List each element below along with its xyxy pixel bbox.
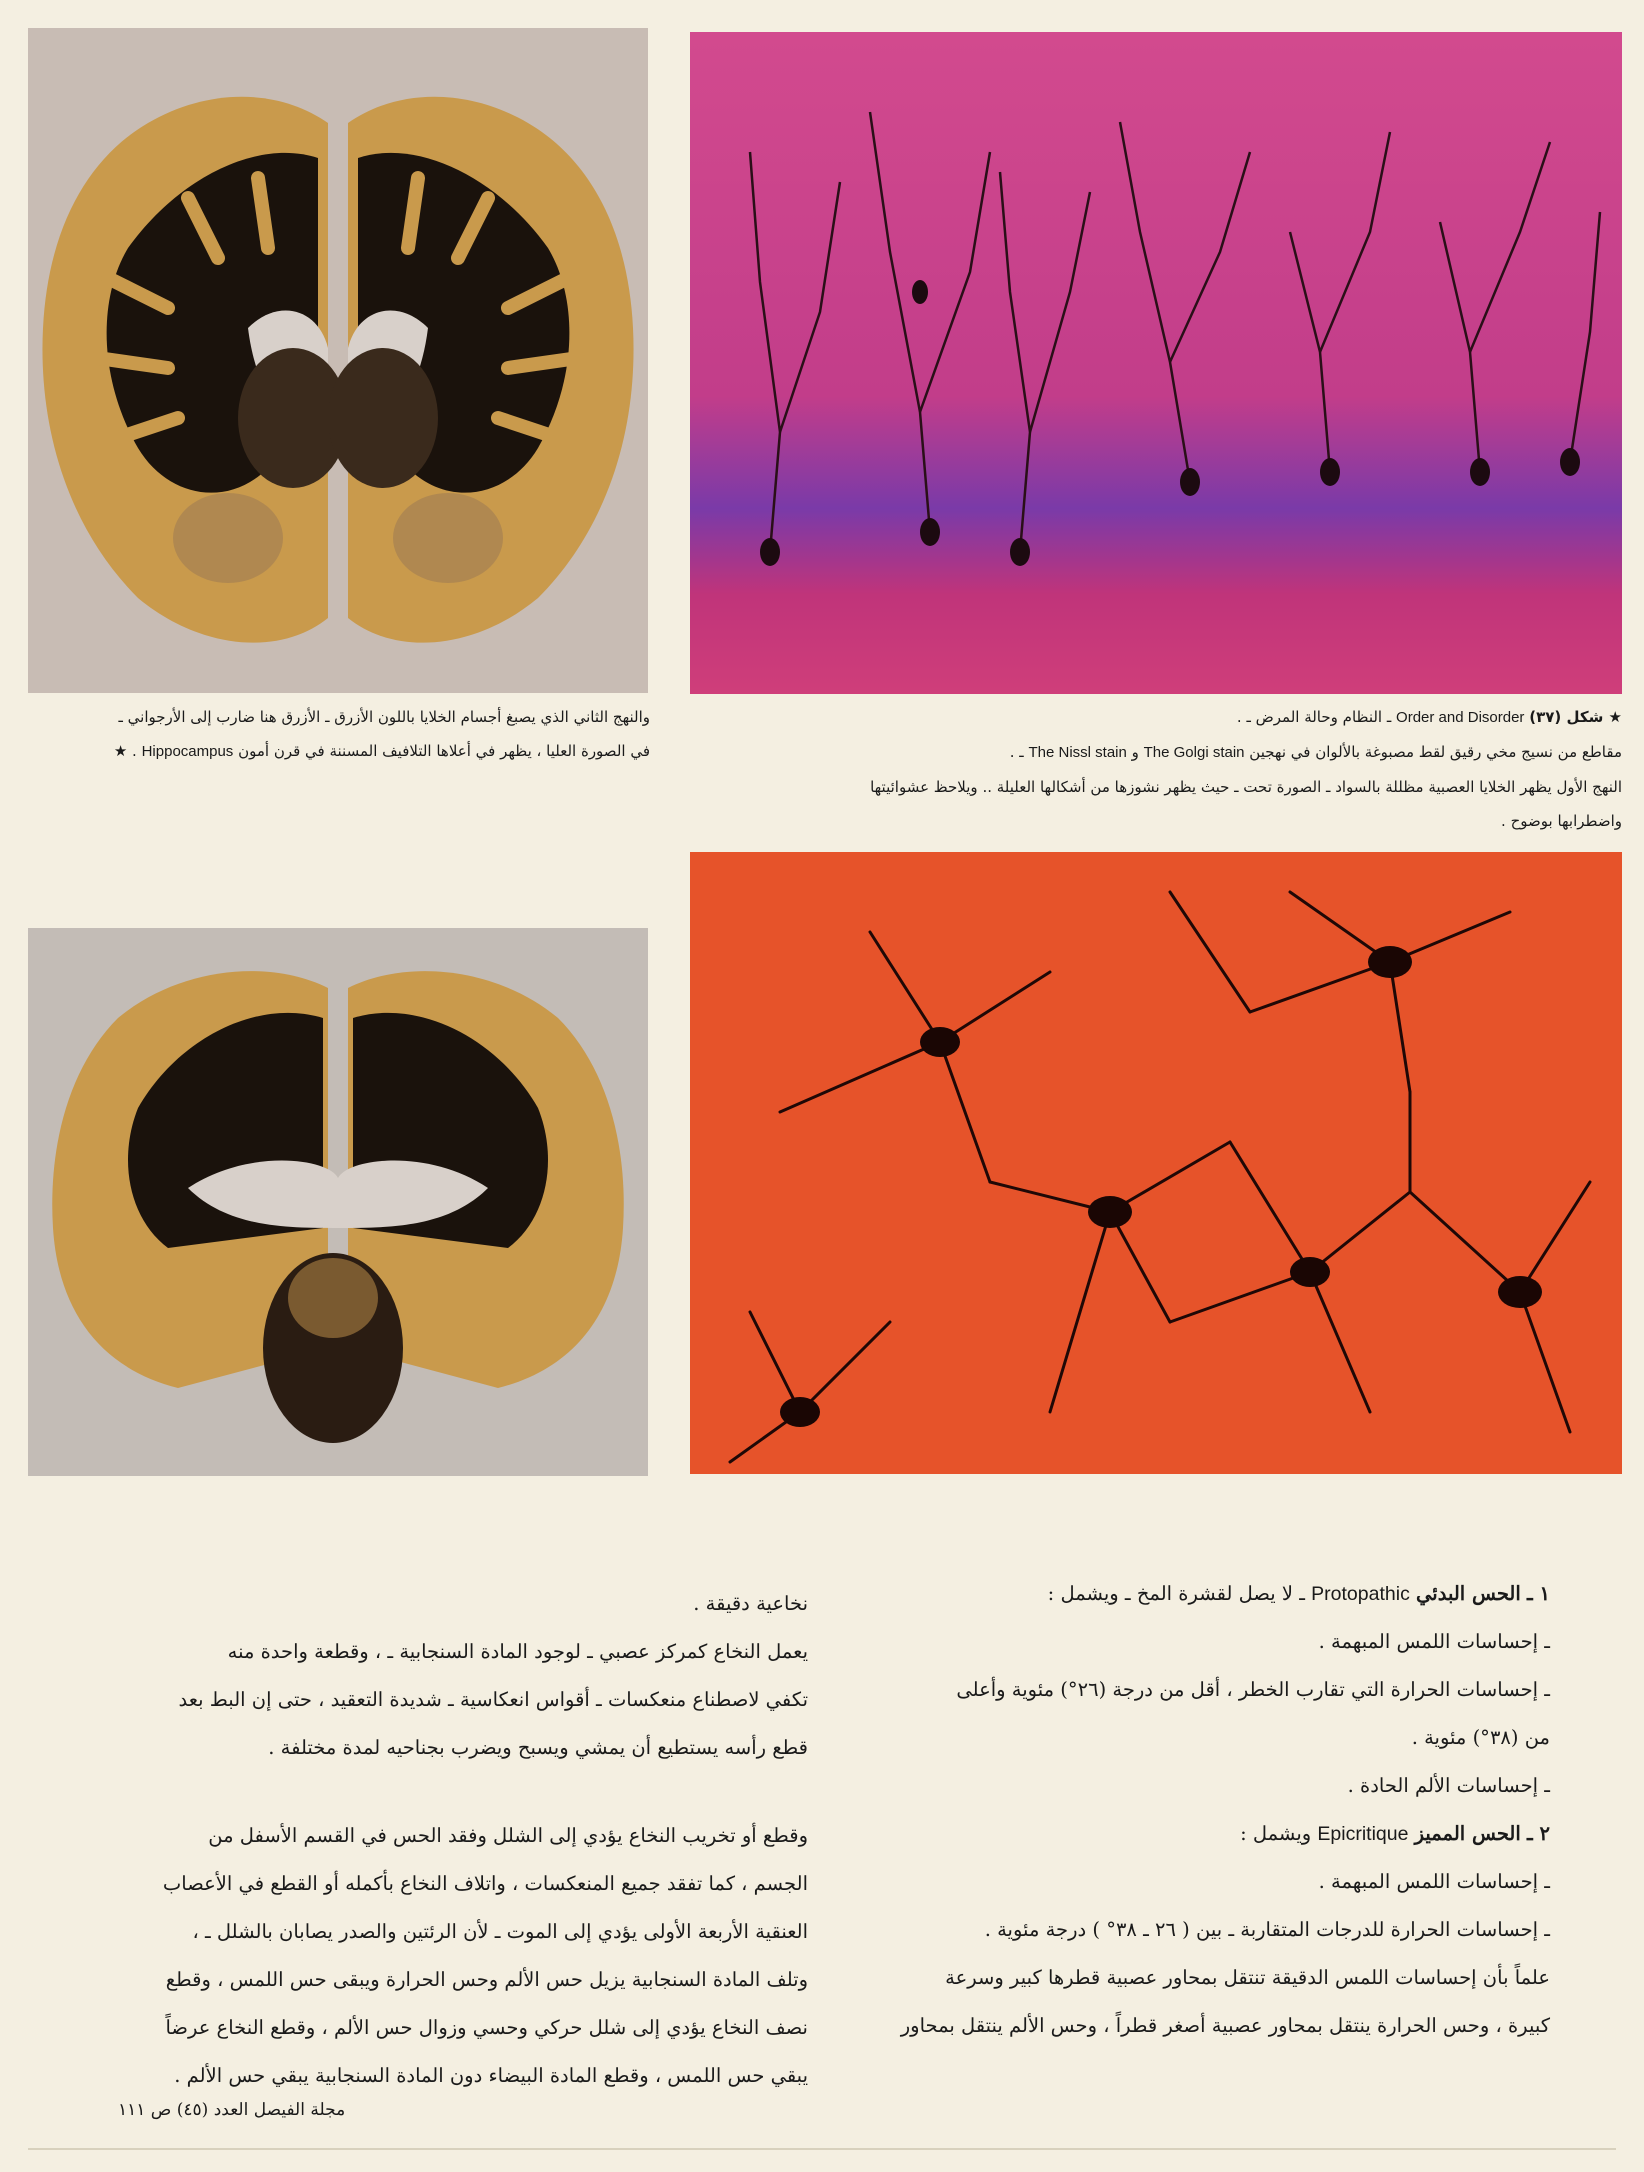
caption-left-line-2: في الصورة العليا ، يظهر في أعلاها التلافيف المسننة في قرن أمون Hippocampus . ★: [113, 742, 650, 760]
caption-line-2: مقاطع من نسيج مخي رقيق لقط مصبوغة بالألوان في نهجين The Golgi stain و The Nissl stain ـ .: [1009, 743, 1622, 761]
right-text-column: [880, 1570, 1550, 2050]
paragraph-line: وتلف المادة السنجابية يزيل حس الألم وحس الحرارة ويبقى حس اللمس ، وقطع: [165, 1968, 808, 1991]
list-item-continued: من (٣٨°) مئوية .: [1411, 1726, 1550, 1749]
golgi-nissl-micrograph: [690, 32, 1622, 694]
list-item: ـ إحساسات اللمس المبهمة .: [1318, 1630, 1550, 1653]
left-text-column: [118, 1580, 808, 2100]
paragraph-line: العنقية الأربعة الأولى يؤدي إلى الموت ـ لأن الرئتين والصدر يصابان بالشلل ـ ،: [192, 1920, 808, 1943]
caption-left-line-1: والنهج الثاني الذي يصبغ أجسام الخلايا باللون الأزرق ـ الأزرق هنا ضارب إلى الأرجواني ـ: [118, 708, 650, 726]
bottom-divider: [28, 2148, 1616, 2150]
paragraph-line: يبقي حس اللمس ، وقطع المادة البيضاء دون المادة السنجابية يبقي حس الألم .: [174, 2064, 808, 2087]
caption-line-4: واضطرابها بوضوح .: [1501, 812, 1622, 830]
paragraph-line: نخاعية دقيقة .: [693, 1592, 808, 1615]
list-item: ـ إحساسات الحرارة التي تقارب الخطر ، أقل من درجة (٢٦°) مئوية وأعلى: [956, 1678, 1550, 1701]
heading-epicritique: ٢ ـ الحس المميز Epicritique ويشمل :: [1240, 1822, 1550, 1845]
paragraph-line: يعمل النخاع كمركز عصبي ـ لوجود المادة السنجابية ـ ، وقطعة واحدة منه: [227, 1640, 808, 1663]
brain-section-bottom-photo: [28, 928, 648, 1476]
caption-line-3: النهج الأول يظهر الخلايا العصبية مظللة بالسواد ـ الصورة تحت ـ حيث يظهر نشوزها من أشكالها العليلة .. ويلاحظ عشوائيتها: [870, 778, 1622, 796]
brain-section-top-photo: [28, 28, 648, 693]
paragraph-line: الجسم ، كما تفقد جميع المنعكسات ، واتلاف النخاع بأكمله أو القطع في الأعصاب: [162, 1872, 808, 1895]
paragraph-line: نصف النخاع يؤدي إلى شلل حركي وحسي وزوال حس الألم ، وقطع النخاع عرضاً: [165, 2016, 808, 2039]
caption-line-1: ★ شكل (٣٧) Order and Disorder ـ النظام وحالة المرض ـ .: [1236, 708, 1622, 726]
list-item: ـ إحساسات الألم الحادة .: [1347, 1774, 1550, 1797]
heading-protopathic: ١ ـ الحس البدئي Protopathic ـ لا يصل لقشرة المخ ـ ويشمل :: [1047, 1582, 1550, 1605]
paragraph-line: وقطع أو تخريب النخاع يؤدي إلى الشلل وفقد الحس في القسم الأسفل من: [208, 1824, 808, 1847]
paragraph-line: علماً بأن إحساسات اللمس الدقيقة تنتقل بمحاور عصبية قطرها كبير وسرعة: [945, 1966, 1550, 1989]
figure-caption-left: [30, 700, 650, 769]
neurons-red-micrograph: [690, 852, 1622, 1474]
figure-caption-right: [690, 700, 1622, 838]
list-item: ـ إحساسات اللمس المبهمة .: [1318, 1870, 1550, 1893]
paragraph-line: قطع رأسه يستطيع أن يمشي ويسبح ويضرب بجناحيه لمدة مختلفة .: [268, 1736, 808, 1759]
page-footer: مجلة الفيصل العدد (٤٥) ص ١١١: [118, 2100, 346, 2120]
paragraph-line: تكفي لاصطناع منعكسات ـ أقواس انعكاسية ـ شديدة التعقيد ، حتى إن البط بعد: [178, 1688, 808, 1711]
paragraph-line: كبيرة ، وحس الحرارة ينتقل بمحاور عصبية أصغر قطراً ، وحس الألم ينتقل بمحاور: [900, 2014, 1550, 2037]
list-item: ـ إحساسات الحرارة للدرجات المتقاربة ـ بين ( ٢٦ ـ ٣٨° ) درجة مئوية .: [984, 1918, 1550, 1941]
